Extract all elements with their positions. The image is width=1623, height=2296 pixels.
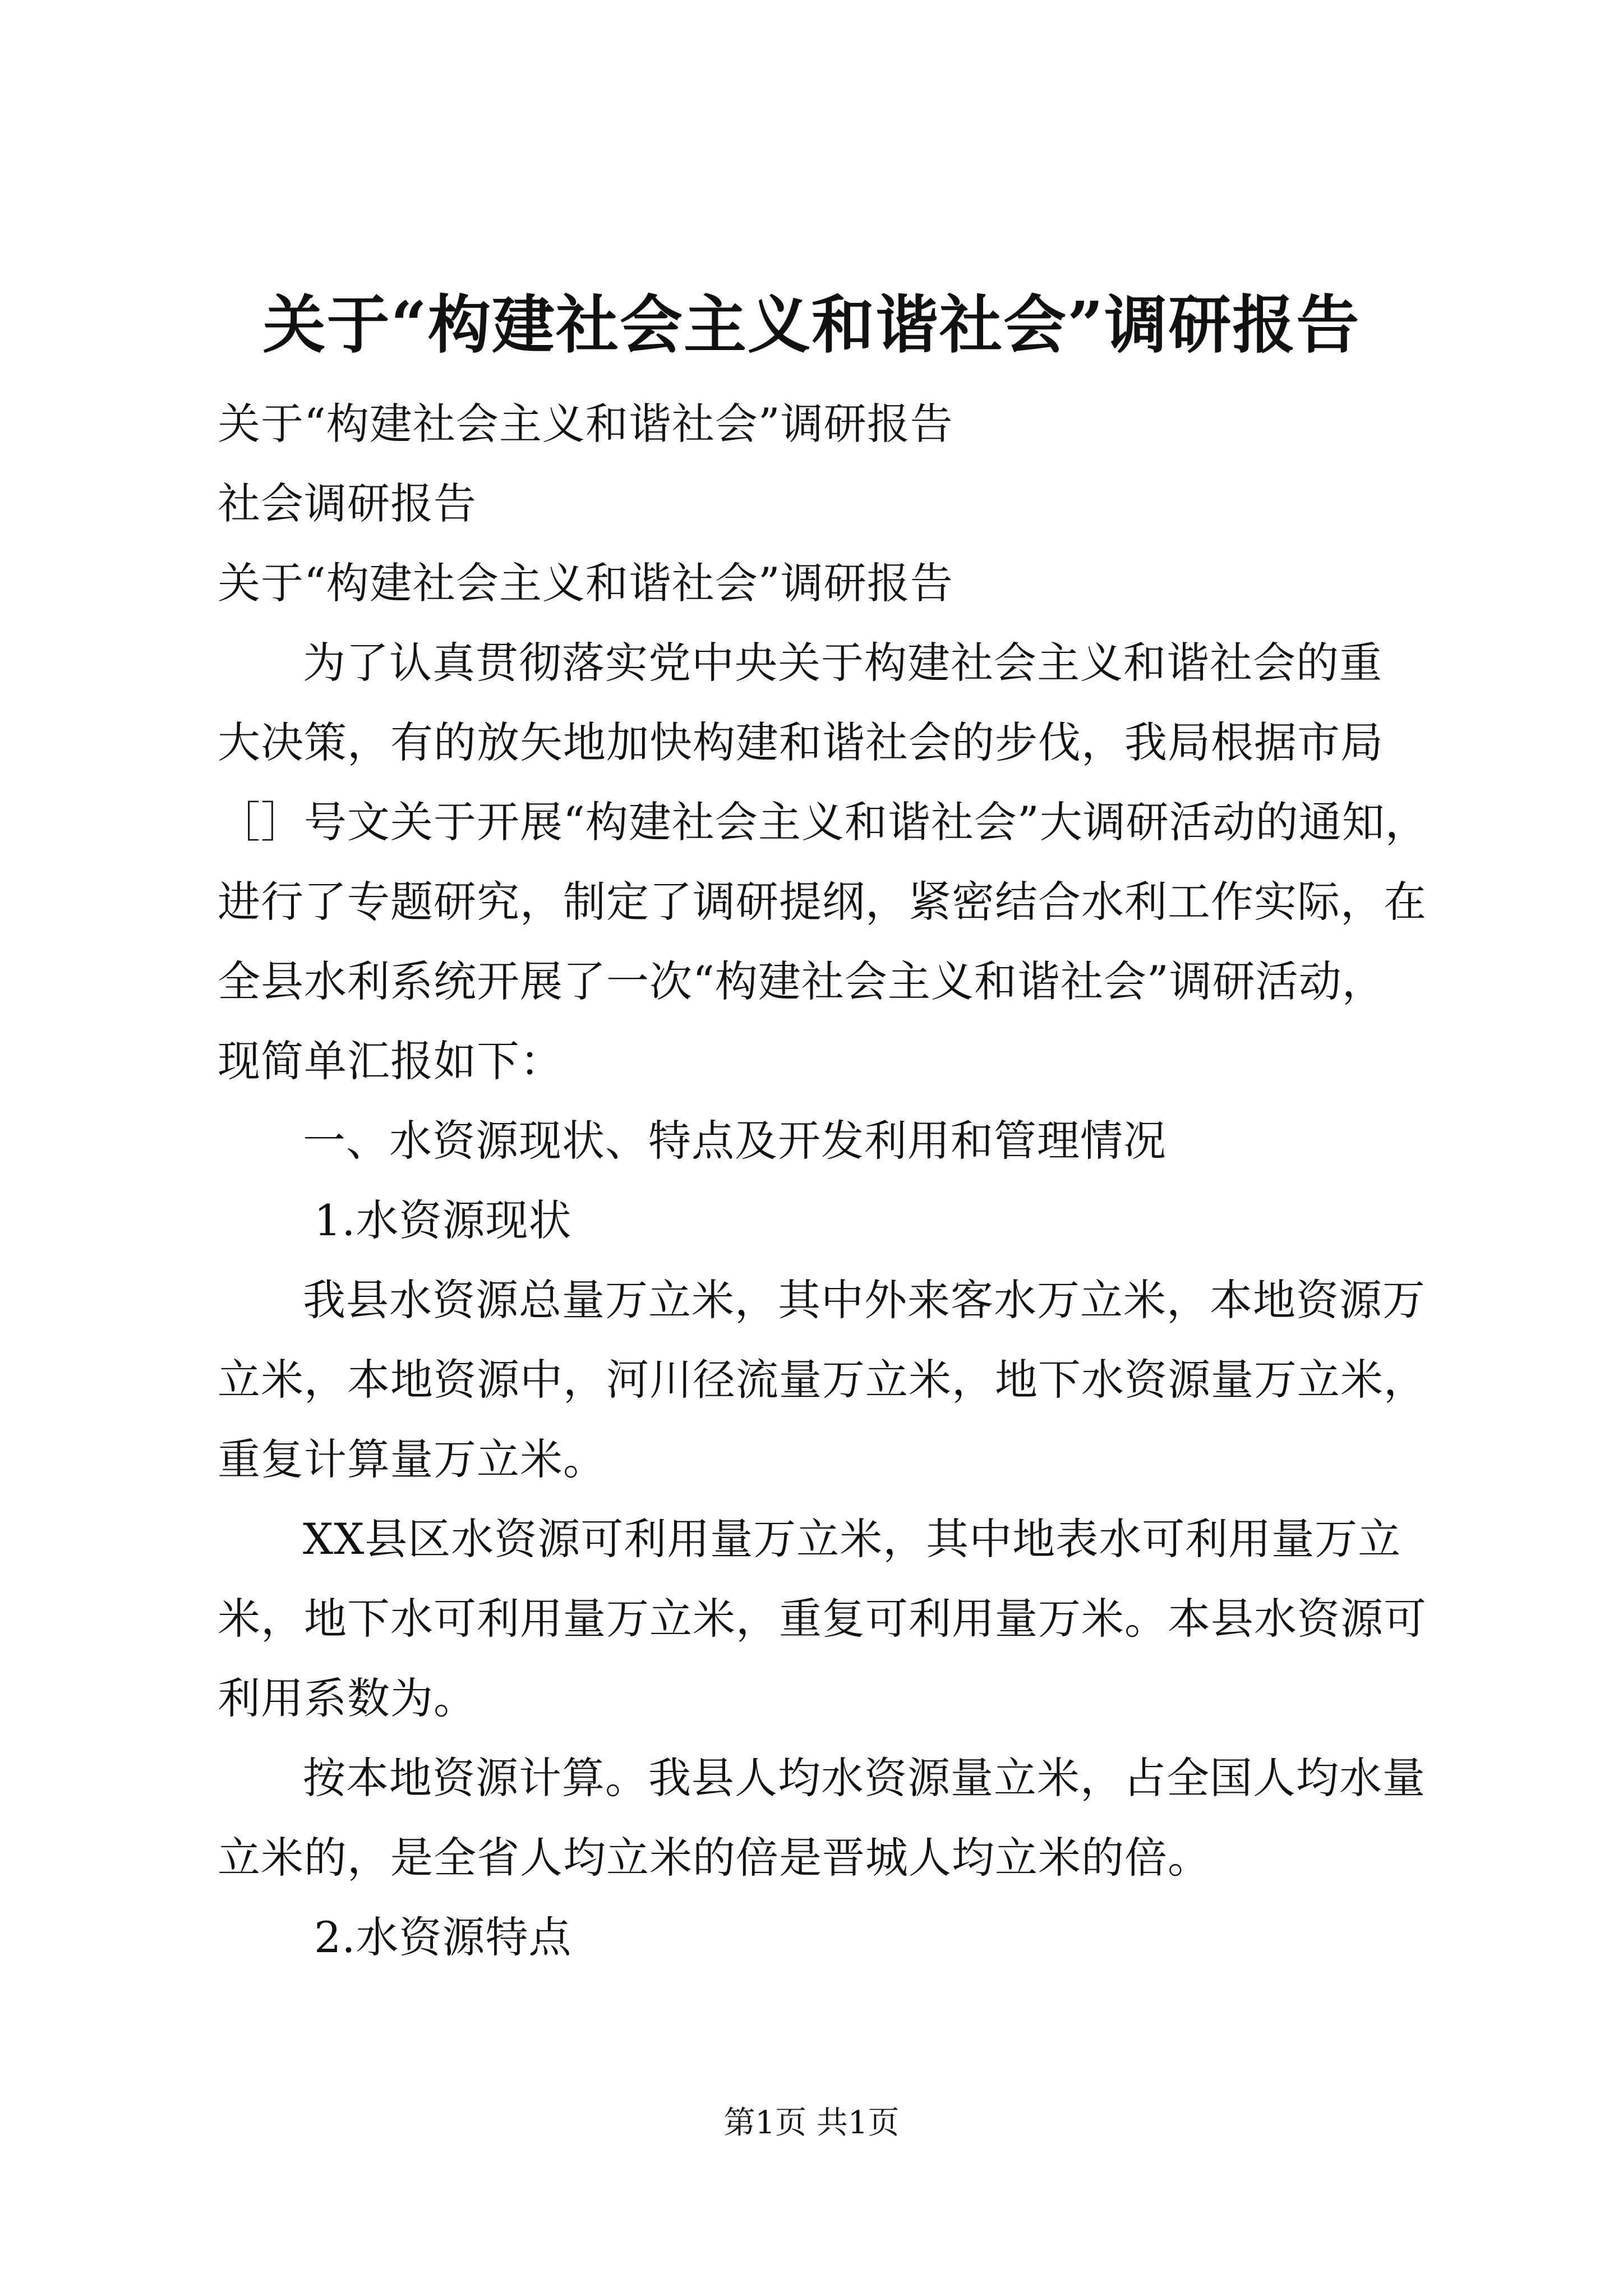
body-paragraph-line: 米，地下水可利用量万立米，重复可利用量万米。本县水资源可 [218, 1594, 1427, 1644]
body-paragraph-line: 进行了专题研究，制定了调研提纲，紧密结合水利工作实际，在 [218, 877, 1427, 927]
body-paragraph-line: ［］号文关于开展“构建社会主义和谐社会”大调研活动的通知， [218, 797, 1428, 847]
body-paragraph-line: 我县水资源总量万立米，其中外来客水万立米，本地资源万 [303, 1275, 1426, 1325]
section-heading: 一、水资源现状、特点及开发利用和管理情况 [303, 1116, 1166, 1166]
body-line-subtitle-1: 关于“构建社会主义和谐社会”调研报告 [218, 399, 953, 449]
body-paragraph-line: 重复计算量万立米。 [218, 1434, 606, 1484]
page-footer: 第1页 共1页 [723, 2105, 900, 2141]
document-body [218, 384, 1428, 1977]
subsection-heading: 1.水资源现状 [314, 1195, 572, 1245]
body-paragraph-line: 立米，本地资源中，河川径流量万立米，地下水资源量万立米， [218, 1355, 1427, 1405]
body-paragraph-line: 全县水利系统开展了一次“构建社会主义和谐社会”调研活动， [218, 956, 1385, 1006]
body-paragraph-line: XX县区水资源可利用量万立米，其中地表水可利用量万立 [303, 1514, 1401, 1564]
body-paragraph-line: 为了认真贯彻落实党中央关于构建社会主义和谐社会的重 [303, 638, 1382, 688]
body-paragraph-line: 大决策，有的放矢地加快构建和谐社会的步伐，我局根据市局 [218, 717, 1384, 767]
body-paragraph-line: 按本地资源计算。我县人均水资源量立米，占全国人均水量 [303, 1753, 1426, 1803]
subsection-heading: 2.水资源特点 [314, 1912, 572, 1962]
body-line-subtitle-2: 社会调研报告 [218, 478, 477, 528]
document-title: 关于“构建社会主义和谐社会”调研报告 [262, 288, 1361, 362]
body-paragraph-line: 利用系数为。 [218, 1673, 477, 1723]
body-paragraph-line: 立米的，是全省人均立米的倍是晋城人均立米的倍。 [218, 1833, 1211, 1883]
body-line-subtitle-3: 关于“构建社会主义和谐社会”调研报告 [218, 558, 953, 608]
body-paragraph-line: 现简单汇报如下： [218, 1036, 563, 1086]
